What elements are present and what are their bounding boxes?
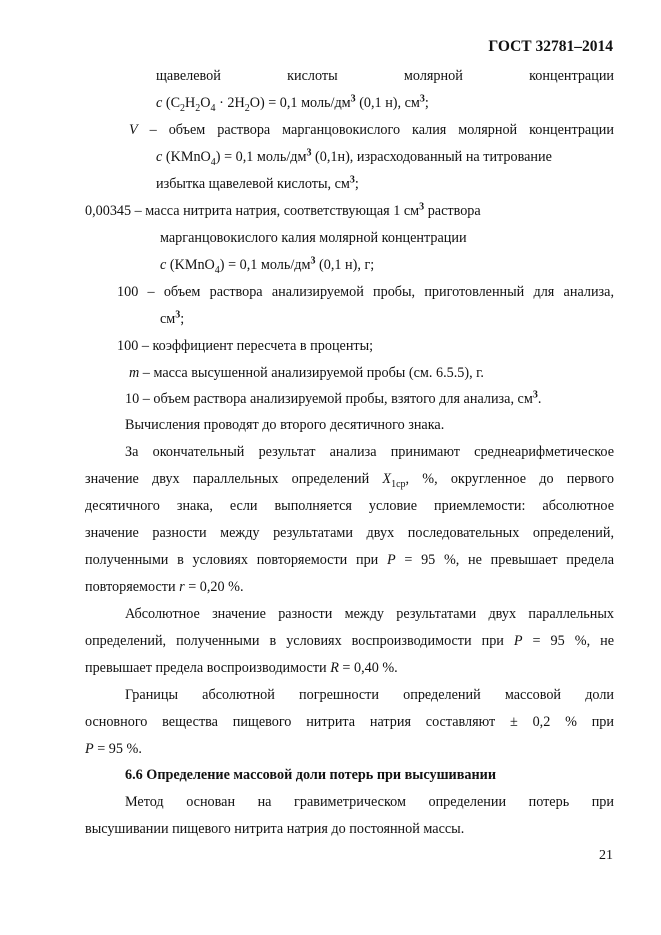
paragraph-text: P = 95 %. — [85, 741, 142, 757]
paragraph-text: Метод основан на гравиметрическом определении потерь при — [125, 794, 614, 810]
paragraph-text: Абсолютное значение разности между результатами двух параллельных — [125, 606, 614, 622]
paragraph-text: полученными в условиях повторяемости при P = 95 %, не превышает предела — [85, 552, 614, 568]
variable-definition: 100 – коэффициент пересчета в проценты; — [117, 338, 374, 354]
section-heading: 6.6 Определение массовой доли потерь при высушивании — [125, 767, 497, 783]
variable-definition: 0,00345 – масса нитрита натрия, соответствующая 1 $см^3$ раствора — [85, 201, 481, 219]
paragraph-text: основного вещества пищевого нитрита натрия составляют ± 0,2 % при — [85, 714, 614, 730]
text-line: щавелевой кислоты молярной концентрации — [156, 68, 614, 84]
variable-definition: V – объем раствора марганцовокислого калия молярной концентрации — [129, 122, 614, 138]
paragraph-text: Границы абсолютной погрешности определений массовой доли — [125, 687, 614, 703]
paragraph-text: Вычисления проводят до второго десятичного знака. — [125, 417, 445, 433]
formula-line: с $(C_2H_2O_4 \cdot 2H_2O) = 0,1$ моль/$дм^3$ (0,1 н), $см^3$; — [156, 93, 429, 114]
paragraph-text: значение разности между результатами двух последовательных определений, — [85, 525, 614, 541]
text-line: марганцовокислого калия молярной концентрации — [160, 230, 467, 246]
text-line: избытка щавелевой кислоты, $см^3$; — [156, 174, 359, 192]
text-line: $см^3$; — [160, 309, 185, 327]
paragraph-text: повторяемости r = 0,20 %. — [85, 579, 244, 595]
variable-definition: 100 – объем раствора анализируемой пробы, приготовленный для анализа, — [117, 284, 614, 300]
variable-definition: m – масса высушенной анализируемой пробы (см. 6.5.5), г. — [129, 365, 484, 381]
paragraph-text: высушивании пищевого нитрита натрия до постоянной массы. — [85, 821, 465, 837]
paragraph-text: значение двух параллельных определений $X_{1ср}$, %, округленное до первого — [85, 471, 614, 490]
paragraph-text: десятичного знака, если выполняется условие приемлемости: абсолютное — [85, 498, 614, 514]
formula-line: с (KMnO$_4$) = 0,1 моль/$дм^3$ (0,1 н), г; — [160, 255, 375, 276]
paragraph-text: превышает предела воспроизводимости R = 0,40 %. — [85, 660, 398, 676]
formula-line: с (KMnO$_4$) = 0,1 моль/$дм^3$ (0,1н), израсходованный на титрование — [156, 147, 552, 168]
paragraph-text: За окончательный результат анализа принимают среднеарифметическое — [125, 444, 614, 460]
paragraph-text: определений, полученными в условиях воспроизводимости при P = 95 %, не — [85, 633, 614, 649]
page-number: 21 — [599, 848, 613, 863]
document-header: ГОСТ 32781–2014 — [488, 38, 613, 55]
variable-definition: 10 – объем раствора анализируемой пробы, взятого для анализа, $см^3$. — [125, 389, 542, 407]
